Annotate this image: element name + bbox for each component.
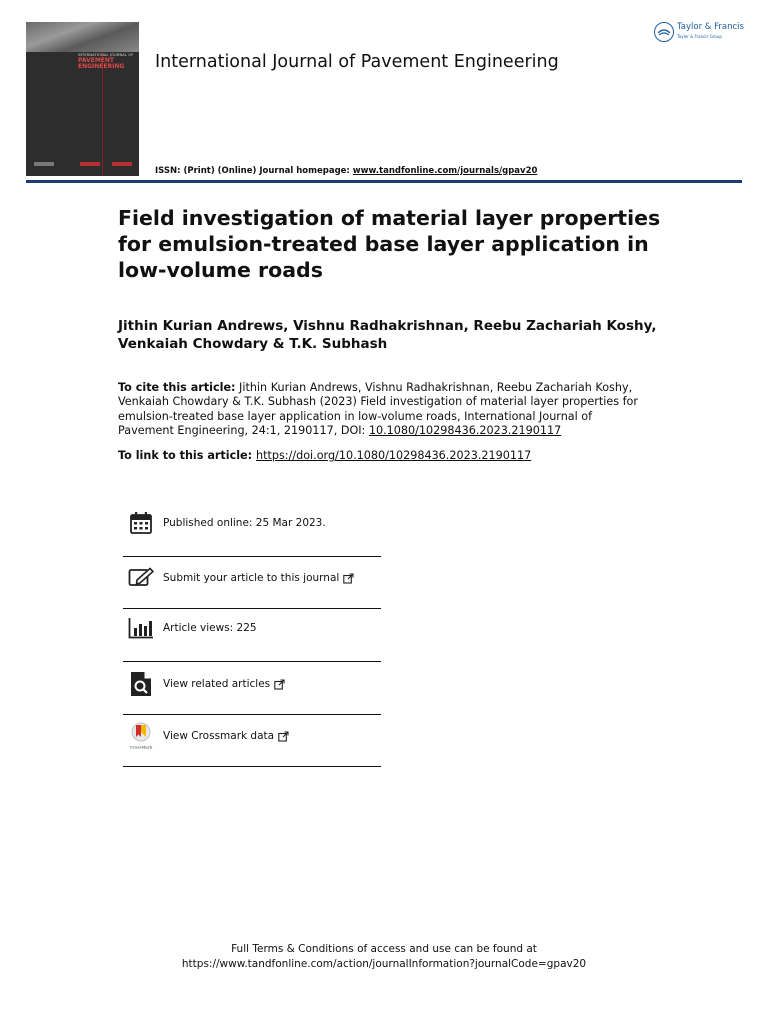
- publisher-name: Taylor & Francis: [677, 22, 744, 32]
- journal-title: International Journal of Pavement Engineering: [155, 52, 559, 72]
- cover-series-label: INTERNATIONAL JOURNAL OF: [78, 53, 134, 57]
- submit-article-row[interactable]: [123, 552, 381, 604]
- citation-doi-link[interactable]: 10.1080/10298436.2023.2190117: [368, 424, 562, 438]
- cover-title-line1: PAVEMENT: [78, 57, 115, 64]
- citation-text: Jithin Kurian Andrews, Vishnu Radhakrishnan, Reebu Zachariah Koshy, Venkaiah Chowdary & T.K. Subhash (2023) Field investigation of material layer properties for emulsion-treated base layer application in low-volume roads, International Journal of Pavement Engineering, 24:1, 2190117, DOI:: [118, 381, 638, 438]
- info-divider: [123, 766, 381, 767]
- cover-footer-mark: [112, 162, 132, 166]
- article-title: Field investigation of material layer properties for emulsion-treated base layer application in low-volume roads: [118, 206, 661, 282]
- crossmark-logo-text: CrossMark: [129, 744, 153, 750]
- crossmark-link[interactable]: View Crossmark data: [163, 730, 275, 742]
- crossmark-icon: [127, 722, 155, 750]
- article-link-block: [118, 449, 638, 463]
- published-online-row: [123, 497, 381, 549]
- article-authors: Jithin Kurian Andrews, Vishnu Radhakrishnan, Reebu Zachariah Koshy, Venkaiah Chowdary & T.K. Subhash: [118, 318, 657, 352]
- external-link-icon: [343, 573, 354, 584]
- terms-url[interactable]: https://www.tandfonline.com/action/journalInformation?journalCode=gpav20: [181, 958, 587, 970]
- external-link-icon: [274, 679, 285, 690]
- calendar-icon: [127, 509, 155, 537]
- cover-title: [78, 58, 124, 70]
- issn-line: [155, 166, 537, 176]
- publisher-group: Taylor & Francis Group: [677, 34, 722, 39]
- terms-text: Full Terms & Conditions of access and use can be found at: [231, 943, 537, 955]
- edit-icon: [127, 564, 155, 592]
- cover-photo: [26, 22, 139, 52]
- publisher-logo-icon: [654, 22, 674, 42]
- external-link-icon: [278, 731, 289, 742]
- related-articles-link[interactable]: View related articles: [163, 678, 271, 690]
- publisher-logo[interactable]: [654, 22, 744, 42]
- article-doi-link[interactable]: https://doi.org/10.1080/10298436.2023.2190117: [256, 449, 532, 462]
- crossmark-row[interactable]: [123, 710, 381, 762]
- terms-footer: [0, 942, 768, 972]
- article-views-row: [123, 602, 381, 654]
- journal-homepage-link[interactable]: www.tandfonline.com/journals/gpav20: [352, 166, 538, 176]
- cover-footer-mark: [80, 162, 100, 166]
- document-search-icon: [127, 670, 155, 698]
- article-link-label: To link to this article:: [118, 449, 256, 462]
- published-online-text: Published online: 25 Mar 2023.: [163, 517, 326, 529]
- header-divider: [26, 180, 742, 183]
- journal-cover-image: [26, 22, 139, 176]
- submit-article-link[interactable]: Submit your article to this journal: [163, 572, 340, 584]
- issn-label: ISSN: (Print) (Online) Journal homepage:: [155, 166, 353, 176]
- cover-footer-mark: [34, 162, 54, 166]
- cover-title-line2: ENGINEERING: [78, 63, 125, 70]
- bar-chart-icon: [127, 614, 155, 642]
- cover-divider: [102, 52, 103, 176]
- article-views-text: Article views: 225: [163, 622, 257, 634]
- citation-label: To cite this article:: [118, 381, 236, 394]
- related-articles-row[interactable]: [123, 658, 381, 710]
- citation-block: [118, 381, 638, 439]
